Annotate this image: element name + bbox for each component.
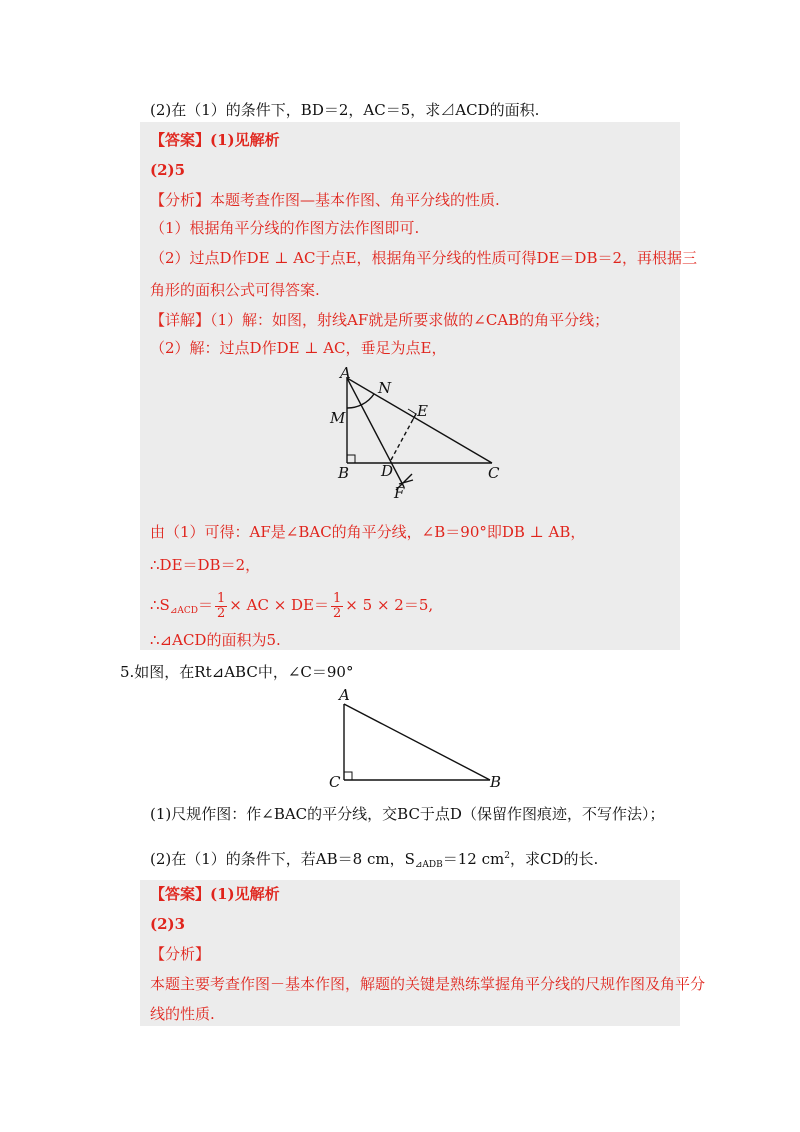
label-c-2: C [329, 773, 341, 791]
label-a: A [340, 364, 351, 382]
segment-ab-2 [344, 704, 490, 780]
analysis5-text1: 本题主要考查作图－基本作图，解题的关键是熟练掌握角平分线的尺规作图及角平分 [150, 975, 706, 993]
answer5-part2: (2)3 [150, 915, 186, 933]
answer5-label: 【答案】(1)见解析 [150, 885, 280, 903]
analysis5-label: 【分析】 [150, 945, 211, 963]
label-b: B [338, 464, 350, 482]
analysis-label: 【分析】本题考查作图—基本作图、角平分线的性质. [150, 191, 500, 209]
analysis5-text2: 线的性质. [150, 1005, 215, 1023]
label-b-2: B [490, 773, 502, 791]
q5-subscript: ⊿ADB [414, 860, 443, 870]
answer-label: 【答案】(1)见解析 [150, 131, 280, 149]
from-part1: 由（1）可得：AF是∠BAC的角平分线，∠B＝90°即DB ⊥ AB， [150, 523, 586, 541]
fraction-half-2: $\frac{1}{2}$ [333, 590, 342, 621]
q5-title: 5.如图，在Rt⊿ABC中，∠C＝90° [120, 663, 354, 681]
therefore-de-db: ∴DE＝DB＝2， [150, 556, 261, 574]
label-e: E [417, 402, 428, 420]
analysis-step2a: （2）过点D作DE ⊥ AC于点E，根据角平分线的性质可得DE＝DB＝2，再根据三 [150, 249, 698, 267]
detail-step2: （2）解：过点D作DE ⊥ AC，垂足为点E， [150, 339, 447, 357]
q5-superscript: 2 [504, 851, 510, 861]
area-subscript: ⊿ACD [169, 606, 198, 616]
area-prefix: ∴S [150, 596, 170, 614]
label-d: D [381, 462, 394, 480]
label-c: C [488, 464, 500, 482]
area-end: × 5 × 2＝5, [345, 596, 434, 614]
q5-part2: (2)在（1）的条件下，若AB＝8 cm，$S_{⊿ADB}=12$ $cm^2$，求CD的长. [150, 850, 599, 870]
label-a-2: A [339, 686, 350, 704]
therefore-area-result: ∴⊿ACD的面积为5. [150, 631, 281, 649]
q4-part2: (2)在（1）的条件下，BD＝2，AC＝5，求⊿ACD的面积. [150, 101, 540, 119]
fraction-half: $\frac{1}{2}$ [217, 590, 226, 621]
label-m: M [330, 409, 346, 427]
analysis-step2b: 角形的面积公式可得答案. [150, 281, 320, 299]
analysis-step1: （1）根据角平分线的作图方法作图即可. [150, 219, 420, 237]
area-mid: × AC × DE＝ [229, 596, 330, 614]
therefore-area-formula [150, 590, 433, 626]
detail-label: 【详解】（1）解：如图，射线AF就是所要求做的∠CAB的角平分线； [150, 311, 610, 329]
q5-part1: (1)尺规作图：作∠BAC的平分线，交BC于点D（保留作图痕迹，不写作法）； [150, 805, 665, 823]
right-angle-c-2 [344, 772, 352, 780]
label-f: F [394, 484, 405, 502]
label-n: N [378, 379, 392, 397]
area-eq: ＝ [197, 596, 213, 614]
answer-part2: (2)5 [150, 161, 186, 179]
